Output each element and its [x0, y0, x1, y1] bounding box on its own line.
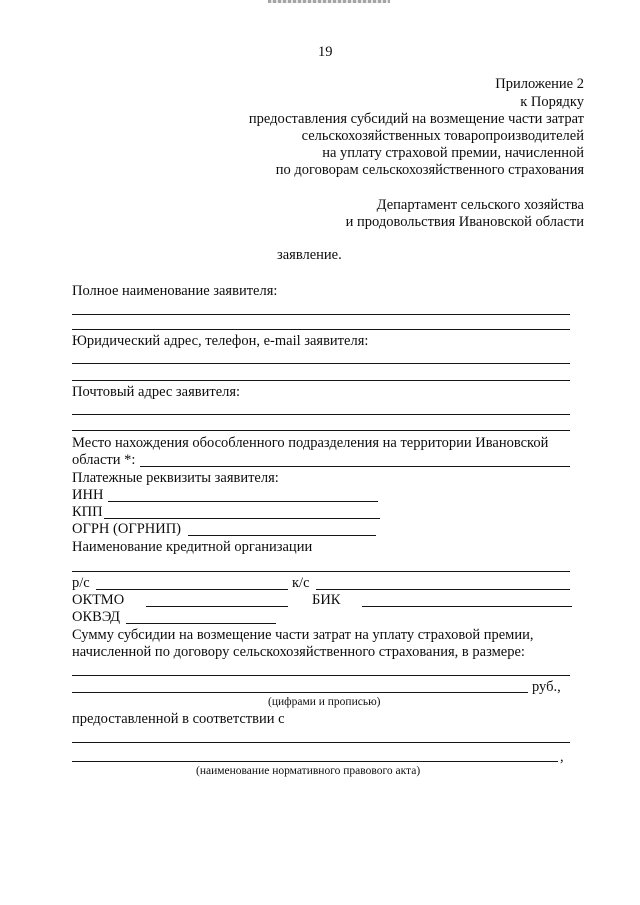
page-number: 19 — [318, 44, 333, 60]
branch-location-label-2: области *: — [72, 452, 136, 468]
appendix-line: предоставления субсидий на возмещение части затрат — [248, 111, 584, 127]
digits-caption: (цифрами и прописью) — [268, 696, 381, 708]
ogrn-line[interactable] — [188, 535, 376, 536]
oktmo-line[interactable] — [146, 606, 288, 607]
oktmo-label: ОКТМО — [72, 592, 125, 608]
subsidy-amount-line-2[interactable] — [72, 692, 528, 693]
bik-label: БИК — [312, 592, 341, 608]
full-name-label: Полное наименование заявителя: — [72, 283, 278, 299]
bank-name-label: Наименование кредитной организации — [72, 539, 313, 555]
postal-address-line-1[interactable] — [72, 414, 570, 415]
branch-location-label: Место нахождения обособленного подразделения на территории Ивановской — [72, 435, 549, 451]
ks-label: к/с — [292, 575, 310, 591]
subsidy-text-1: Сумму субсидии на возмещение части затрат на уплату страховой премии, — [72, 627, 534, 643]
rs-label: р/с — [72, 575, 90, 591]
okved-label: ОКВЭД — [72, 609, 121, 625]
rs-line[interactable] — [96, 589, 288, 590]
ks-line[interactable] — [316, 589, 570, 590]
bank-name-line[interactable] — [72, 571, 570, 572]
kpp-line[interactable] — [104, 518, 380, 519]
legal-act-line-2[interactable] — [72, 761, 558, 762]
appendix-line: сельскохозяйственных товаропроизводителей — [301, 128, 584, 144]
legal-act-line-1[interactable] — [72, 742, 570, 743]
addressee-line: и продовольствия Ивановской области — [345, 214, 584, 230]
branch-location-line[interactable] — [140, 466, 570, 467]
comma: , — [560, 749, 564, 765]
appendix-line: к Порядку — [520, 94, 584, 110]
provided-label: предоставленной в соответствии с — [72, 711, 285, 727]
appendix-title: Приложение 2 — [495, 76, 584, 92]
full-name-line-1[interactable] — [72, 314, 570, 315]
rub-label: руб., — [532, 679, 561, 695]
bik-line[interactable] — [362, 606, 572, 607]
legal-address-line-2[interactable] — [72, 380, 570, 381]
inn-label: ИНН — [72, 487, 104, 503]
subsidy-text-2: начисленной по договору сельскохозяйственного страхования, в размере: — [72, 644, 525, 660]
scan-artifact — [268, 0, 390, 3]
legal-address-label: Юридический адрес, телефон, e-mail заявителя: — [72, 333, 369, 349]
document-title: заявление. — [277, 247, 342, 263]
subsidy-amount-line-1[interactable] — [72, 675, 570, 676]
full-name-line-2[interactable] — [72, 329, 570, 330]
okved-line[interactable] — [126, 623, 276, 624]
addressee-line: Департамент сельского хозяйства — [376, 197, 584, 213]
payment-details-label: Платежные реквизиты заявителя: — [72, 470, 279, 486]
appendix-line: по договорам сельскохозяйственного страхования — [275, 162, 584, 178]
postal-address-line-2[interactable] — [72, 430, 570, 431]
inn-line[interactable] — [108, 501, 378, 502]
ogrn-label: ОГРН (ОГРНИП) — [72, 521, 182, 537]
legal-act-caption: (наименование нормативного правового акта) — [196, 765, 421, 777]
appendix-line: на уплату страховой премии, начисленной — [322, 145, 584, 161]
kpp-label: КПП — [72, 504, 103, 520]
legal-address-line-1[interactable] — [72, 363, 570, 364]
postal-address-label: Почтовый адрес заявителя: — [72, 384, 241, 400]
